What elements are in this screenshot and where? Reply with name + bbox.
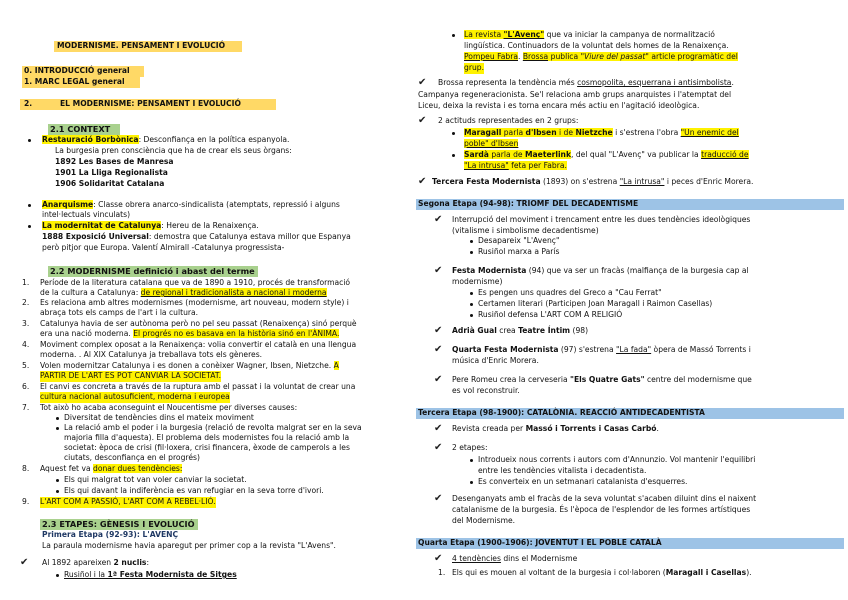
primera-etapa-line-3 [56,570,237,581]
avenc-title: "L'Avenç" [503,30,545,39]
pere-romeu-text: Pere Romeu crea la cerveseria [452,375,571,384]
brossa-line-1 [438,78,734,89]
checkmark-icon: ✔ [418,77,427,88]
bullet-icon [470,303,473,306]
bullet-icon [452,30,460,41]
brossa-line-2: Campanya regeneracionista. Se'l relaciona amb grups anarquistes i l'atemptat del [418,90,732,99]
modernitat-line-3: però pitjor que Europa. Valentí Almirall -Catalunya progressista- [42,243,285,252]
modernitat-line [42,221,259,232]
toc-item-2-number: 2. [24,99,33,108]
centre-text: centre del modernisme que [644,375,752,384]
date-1892: 1892 Les Bases de Manresa [55,157,174,166]
item-number-6: 6. [22,382,30,391]
brossa: Brossa [522,52,549,61]
checkmark-icon: ✔ [418,115,427,126]
bullet-icon [470,240,473,243]
e2-item-2-sub-2 [470,299,712,310]
avenc-line-2: lingüística. Continuadors de la voluntat dels homes de la Renaixença. [464,41,729,50]
e3-item-2-sub-1a-text: Introdueix nous corrents i autors com d'Annunzio. Vol mantenir l'equilibri [478,455,756,464]
bullet-icon [470,481,473,484]
checkmark-icon: ✔ [434,265,443,276]
feta-per-fabra: feta per Fabra. [508,161,567,170]
tercera-festa-end: i peces d'Enric Morera. [664,177,754,186]
tercera-festa: Tercera Festa Modernista [432,177,541,186]
item-2-line-b: abraça tots els camps de l'art i la cultura. [40,308,199,317]
teatre-intim: Teatre Íntim [518,326,571,335]
crea-text: crea [496,326,519,335]
avenc-line-1-text: que va iniciar la campanya de normalització [544,30,715,39]
item-8-line [40,464,182,475]
item-4-line-a: Moviment complex oposat a la Renaixença: volia convertir el català en una llengua [40,340,357,349]
e2-item-1-sub-2-text: Rusiñol marxa a París [478,247,560,256]
year-98: (98) [570,326,589,335]
item-2-line-a: Es relaciona amb altres modernismes (modernisme, art nouveau, modern style) i [40,298,349,307]
item-1-highlight: de regional i tradicionalista a nacional i moderna [140,288,327,297]
modernitat-line-2 [42,232,351,243]
restauracio-line-2: La burgesia pren consciència que ha de crear els seus òrgans: [55,146,292,155]
e3-item-3a: Desenganyats amb el fracàs de la seva voluntat s'acaben diluint dins el naixent [452,494,757,503]
e2-item-2a-text: (94) que va ser un fracàs (malfiança de la burgesia cap al [526,266,749,275]
bullet-icon [470,314,473,317]
separator-dot: . [518,52,523,61]
maragall-line-2 [464,139,518,150]
primera-etapa-line-1: La paraula modernisme havia aparegut per primer cop a la revista "L'Avens". [42,541,336,550]
e2-item-1-sub-1-text: Desapareix "L'Avenç" [478,236,560,245]
sarda: Sardà [464,150,489,159]
item-6-line-b: cultura nacional autosuficient, moderna i europea [40,392,230,401]
date-1901: 1901 La Lliga Regionalista [55,168,168,177]
e3-item-2-sub-1b: entre les tendències vitalista i decadentista. [478,466,647,475]
maragall-line-1 [464,128,739,139]
item-7-sub-2d: ciutats, desconfiança en el progrés) [64,453,200,462]
item-number-1: 1. [22,278,30,287]
modernitat-line-2-text: : demostra que Catalunya estava millor que Espanya [148,232,351,241]
toc-item-2: EL MODERNISME: PENSAMENT I EVOLUCIÓ [60,99,241,108]
section-heading-2-2: 2.2 MODERNISME definició i abast del terme [50,266,255,276]
toc-item-1: 1. MARC LEGAL general [24,77,125,86]
rusinol-text: Rusiñol i la [64,570,108,579]
modernitat-label: La modernitat de Catalunya [42,221,162,230]
tercera-festa-text: (1893) on s'estrena [540,177,620,186]
e2-item-2a [452,266,749,277]
e2-item-2-sub-3 [470,310,622,321]
e2-item-1b: (vitalisme i simbolisme decadentisme) [452,226,599,235]
bullet-icon [56,479,59,482]
checkmark-icon: ✔ [434,423,443,434]
checkmark-icon: ✔ [434,493,443,504]
item-8-highlight: donar dues tendències: [93,464,183,473]
la-fada: "La fada" [616,345,652,354]
e3-item-2-sub-2-text: Es converteix en un setmanari catalanista d'esquerres. [478,477,688,486]
item-number-8: 8. [22,464,30,473]
e4-number-1: 1. [438,568,446,577]
item-7-sub-1-text: Diversitat de tendències dins el mateix moviment [64,413,254,422]
anarquisme-label: Anarquisme [42,200,94,209]
item-5-text: Volen modernitzar Catalunya i es donen a conèixer Wagner, Ibsen, Nietzche. [40,361,334,370]
sarda-line-1 [464,150,749,161]
e3-item-2: 2 etapes: [452,443,488,452]
e2-item-4b: música d'Enric Morera. [452,356,539,365]
avenc-line-1 [464,30,715,41]
item-8-sub-1 [56,475,247,486]
item-number-4: 4. [22,340,30,349]
item-number-9: 9. [22,497,30,506]
e4-item-1 [452,554,577,565]
e2-item-1-sub-1 [470,236,559,247]
segona-etapa-heading: Segona Etapa (94-98): TRIOMF DEL DECADENTISME [418,199,639,208]
item-7-sub-2b: majoria filla d'aquesta). El problema dels modernistes fou la relació amb la [64,433,350,442]
checkmark-icon: ✔ [20,557,29,568]
item-number-3: 3. [22,319,30,328]
e2-item-1a: Interrupció del moviment i trencament entre les dues tendències ideològiques [452,215,751,224]
festa-sitges: 1ª Festa Modernista de Sitges [107,570,237,579]
bullet-icon [452,128,460,139]
item-8-sub-1-text: Els qui malgrat tot van voler canviar la societat. [64,475,247,484]
primera-etapa-line-2 [42,558,149,569]
checkmark-icon: ✔ [434,325,443,336]
maragall-casellas: Maragall i Casellas [665,568,747,577]
restauracio-label: Restauració Borbònica [42,135,139,144]
e3-item-2-sub-2 [470,477,687,488]
item-number-2: 2. [22,298,30,307]
e2-item-2-sub-1 [470,288,662,299]
checkmark-icon: ✔ [434,374,443,385]
item-5-highlight-start: A [333,361,339,370]
restauracio-line [42,135,289,146]
e3-item-3b: catalanisme de la burgesia. És l'època de l'esplendor de les formes artístiques [452,505,751,514]
e2-item-2-sub-1-text: Es pengen uns quadres del Greco a "Cau Ferrat" [478,288,662,297]
item-3-text: era una nació moderna. [40,329,134,338]
enemic-del-poble: "Un enemic del [680,128,739,137]
parla-de: parla de [488,150,525,159]
section-heading-2-1: 2.1 CONTEXT [50,124,111,134]
primera-etapa-heading: Primera Etapa (92-93): L'AVENÇ [42,530,179,539]
item-3-line-a: Catalunya havia de ser autònoma però no pel seu passat (Renaixença) sinó perquè [40,319,357,328]
publica: publica [548,52,581,61]
anarquisme-line [42,200,340,211]
avenc-line-4: grup. [464,63,484,72]
bullet-icon [56,574,59,577]
e2-item-4a [452,345,751,356]
item-number-7: 7. [22,403,30,412]
avenc-revista: La revista [464,30,504,39]
dins-modernisme: dins el Modernisme [500,554,578,563]
e2-item-2-sub-2-text: Certamen literari (Participen Joan Maragall i Raimon Casellas) [478,299,713,308]
avenc-line-3 [464,52,738,63]
e2-item-2b: modernisme) [452,277,503,286]
e2-item-5b: es vol reconstruir. [452,386,520,395]
item-7-sub-2a-text: La relació amb el poder i la burgesia (relació de revolta malgrat ser en la seva [64,423,362,432]
item-9-line: L'ART COM A PASSIÓ, L'ART COM A REBEL·LIÓ. [40,497,216,506]
item-7-sub-1 [56,413,254,424]
item-8-sub-2-text: Els qui davant la indiferència es van refugiar en la seva torre d'ivori. [64,486,324,495]
bullet-icon [56,417,59,420]
page-title: MODERNISME. PENSAMENT I EVOLUCIÓ [57,41,226,50]
bullet-icon [56,490,59,493]
burgesia-text: Els qui es mouen al voltant de la burgesia i col·laboren ( [452,568,666,577]
item-7-sub-2a [56,423,362,434]
nuclis-bold: 2 nuclis [113,558,147,567]
item-4-line-b: moderna. . Al XIX Catalunya ja treballava tots els gèneres. [40,350,263,359]
bullet-icon [28,135,36,146]
traduccio: traducció de [701,150,749,159]
opera-text: òpera de Massó Torrents i [651,345,751,354]
item-number-5: 5. [22,361,30,370]
e4-close: ). [746,568,752,577]
bullet-icon [452,150,460,161]
item-8-text: Aquest fet va [40,464,94,473]
nuclis-colon: : [146,558,150,567]
nietzche: Nietzche [575,128,613,137]
tercera-festa-line [432,177,753,188]
festa-modernista: Festa Modernista [452,266,527,275]
viure-del-passat: "Viure del passat" [580,52,649,61]
brossa-text: Brossa representa la tendència més [438,78,578,87]
checkmark-icon: ✔ [434,442,443,453]
checkmark-icon: ✔ [434,214,443,225]
bullet-icon [56,427,59,430]
actituds-line: 2 actituds representades en 2 grups: [438,116,579,125]
checkmark-icon: ✔ [434,344,443,355]
item-5-line-b: PARTIR DE L'ART ES POT CANVIAR LA SOCIETAT. [40,371,222,380]
sarda-text: , del qual "L'Avenç" va publicar la [571,150,702,159]
item-5-line-a [40,361,339,372]
modernitat-text: : Hereu de la Renaixença. [161,221,259,230]
ibsen: d'Ibsen [525,128,557,137]
quatre-tendencies: 4 tendències [452,554,501,563]
item-3-line-b [40,329,339,340]
checkmark-icon: ✔ [434,553,443,564]
item-7-line: Tot això ho acaba aconseguint el Noucentisme per diverses causes: [40,403,298,412]
anarquisme-text: : Classe obrera anarco-sindicalista (atemptats, repressió i alguns [93,200,340,209]
item-7-sub-2c: societat: època de crisi (fil·loxera, crisi financera, èxode de camperols a les [64,443,350,452]
maragall: Maragall [464,128,502,137]
bullet-icon [28,221,36,232]
e3-item-3c: del Modernisme. [452,516,516,525]
adria-gual: Adrià Gual [452,326,497,335]
anarquisme-line-2: intel·lectuals vinculats) [42,210,131,219]
expo-1888: 1888 Exposició Universal [42,232,149,241]
pompeu-fabra: Pompeu Fabra [464,52,518,61]
bullet-icon [470,459,473,462]
toc-item-0: 0. INTRODUCCIÓ general [24,66,130,75]
article-programatic: article programàtic del [648,52,738,61]
poble-ibsen: poble" d'Ibsen [464,139,519,148]
maeterlink: Maeterlink [525,150,572,159]
brossa-tendencia: cosmopolita, esquerrana i antisimbolista [577,78,732,87]
e4-item-2 [452,568,752,579]
section-heading-2-3: 2.3 ETAPES: GÈNESIS I EVOLUCIÓ [42,519,195,529]
masso-casas: Massó i Torrents i Casas Carbó [525,424,657,433]
quatre-gats: "Els Quatre Gats" [570,375,645,384]
quarta-festa: Quarta Festa Modernista [452,345,559,354]
e2-item-2-sub-3-text: Rusiñol defensa L'ART COM A RELIGIÓ [478,310,623,319]
revista-creada: Revista creada per [452,424,526,433]
la-intrusa: "La intrusa" [464,161,509,170]
quarta-etapa-heading: Quarta Etapa (1900-1906): JOVENTUT I EL POBLE CATALÀ [418,538,662,547]
e2-item-5a [452,375,752,386]
bullet-icon [470,251,473,254]
item-1-text: de la cultura a Catalunya: [40,288,141,297]
quarta-festa-text: (97) s'estrena [558,345,617,354]
item-8-sub-2 [56,486,324,497]
sarda-line-2 [464,161,567,172]
estrena-text: i s'estrena l'obra [612,128,681,137]
e3-item-2-sub-1a [470,455,755,466]
brossa-period: . [731,78,734,87]
la-intrusa-2: "La intrusa" [619,177,665,186]
bullet-icon [470,292,473,295]
e3-item-1 [452,424,659,435]
parla: parla [501,128,526,137]
bullet-icon [28,200,36,211]
e2-item-3 [452,326,588,337]
item-1-line-b [40,288,327,299]
item-6-line-a: El canvi es concreta a través de la ruptura amb el passat i la voluntat de crear una [40,382,356,391]
restauracio-text: : Desconfiança en la política espanyola. [138,135,290,144]
i-de: i de [556,128,576,137]
date-1906: 1906 Solidaritat Catalana [55,179,165,188]
e2-item-1-sub-2 [470,247,559,258]
tercera-etapa-heading: Tercera Etapa (98-1900): CATALÒNIA. REACCIÓ ANTIDECADENTISTA [418,408,705,417]
item-1-line-a: Període de la literatura catalana que va de 1890 a 1910, procés de transformació [40,278,351,287]
nuclis-text: Al 1892 apareixen [42,558,114,567]
checkmark-icon: ✔ [418,176,427,187]
brossa-line-3: Liceu, deixa la revista i es torna encara més actiu en l'agitació ideològica. [418,101,700,110]
e3-period: . [656,424,659,433]
item-3-highlight: El progrés no es basava en la història sinó en l'ÀNIMA. [133,329,340,338]
